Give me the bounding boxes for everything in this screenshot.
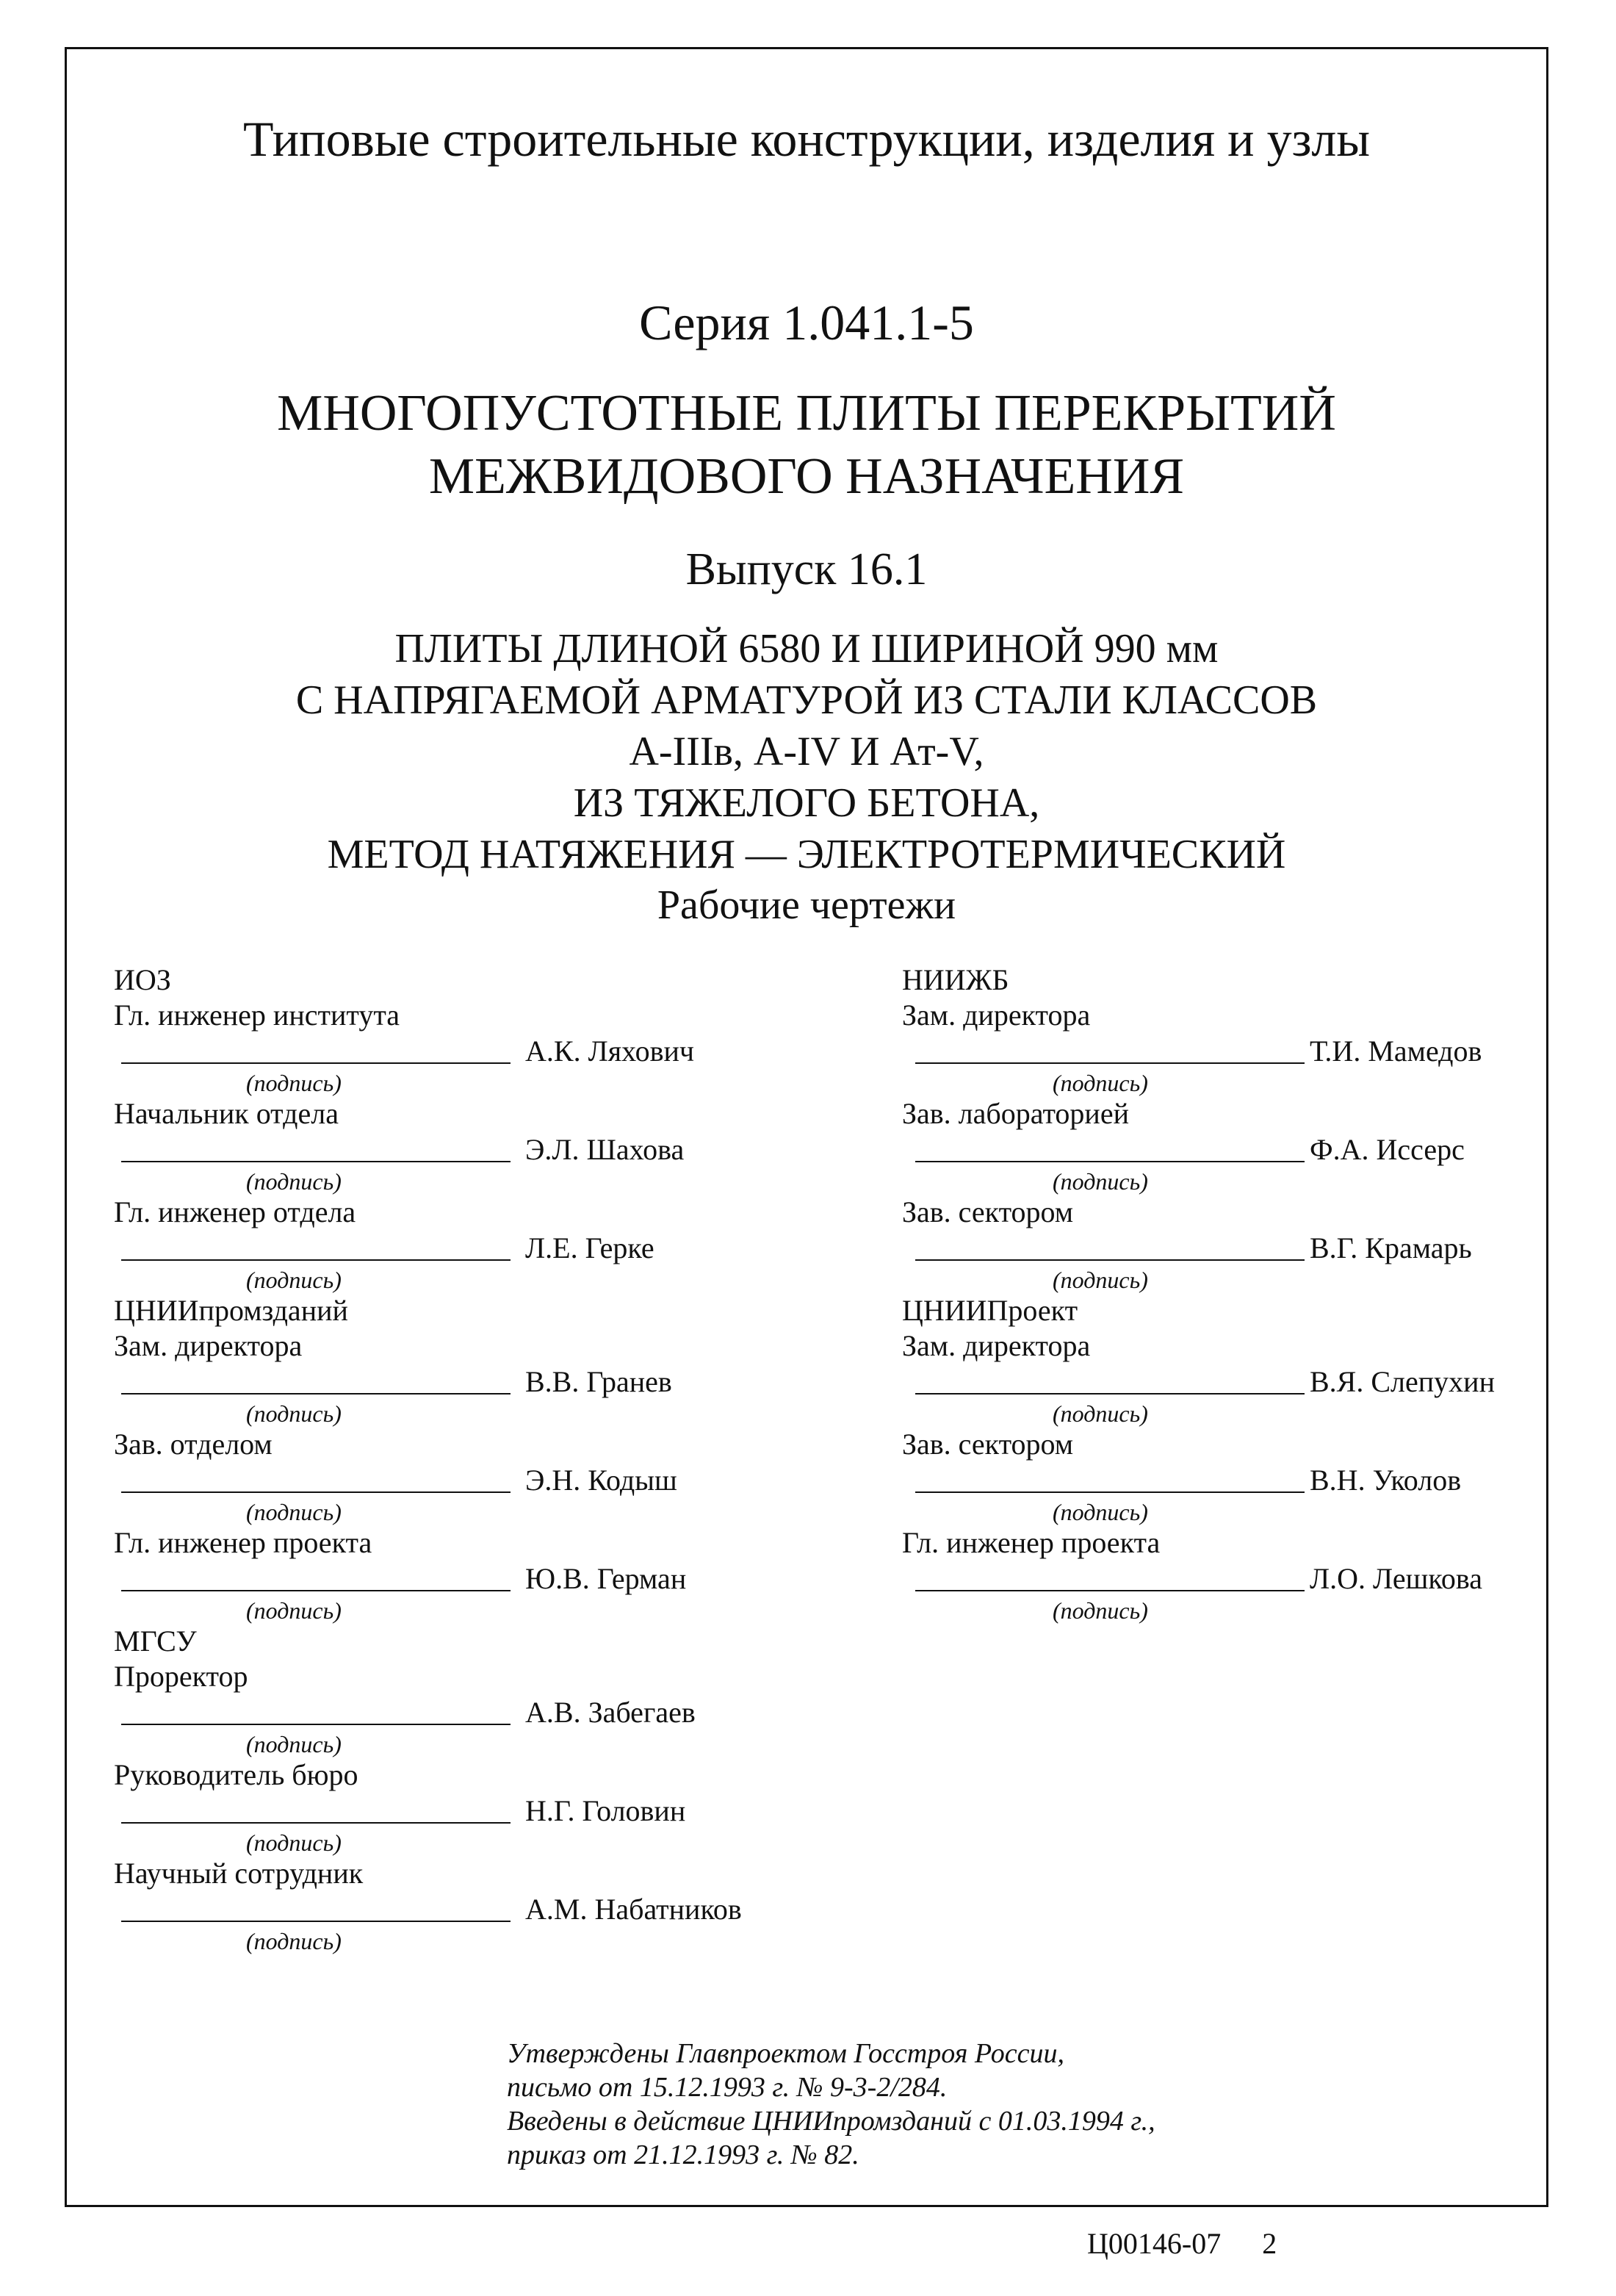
signer-name: Л.О. Лешкова	[1310, 1562, 1482, 1595]
signer-position: Проректор	[114, 1660, 248, 1693]
doc-code: Ц00146-07	[1087, 2227, 1222, 2260]
signer-block	[902, 1525, 1616, 1624]
approval-note	[507, 2037, 1315, 2172]
signer-position: Зав. сектором	[902, 1428, 1074, 1461]
signature-line	[915, 1062, 1305, 1064]
signature-line	[121, 1590, 511, 1591]
document-subtitle	[65, 623, 1548, 880]
signer-position: Зав. отделом	[114, 1428, 273, 1461]
signature-line	[121, 1822, 511, 1824]
signature-line	[915, 1161, 1305, 1162]
signature-row	[902, 1561, 1616, 1597]
signature-caption: (подпись)	[246, 1168, 342, 1195]
signature-caption: (подпись)	[246, 1267, 342, 1293]
signature-row	[114, 1364, 848, 1400]
signer-name: Н.Г. Головин	[525, 1794, 686, 1827]
subtitle-line: ПЛИТЫ ДЛИНОЙ 6580 И ШИРИНОЙ 990 мм	[394, 626, 1219, 672]
organization-name: НИИЖБ	[902, 963, 1009, 996]
subtitle-line: ИЗ ТЯЖЕЛОГО БЕТОНА,	[573, 780, 1040, 826]
signature-line	[121, 1724, 511, 1725]
signer-name: Э.Л. Шахова	[525, 1133, 685, 1166]
signer-position: Зам. директора	[902, 998, 1091, 1032]
signature-caption: (подпись)	[246, 1829, 342, 1856]
left-signature-column	[114, 962, 848, 1954]
signature-caption: (подпись)	[1053, 1168, 1148, 1195]
approval-line: Утверждены Главпроектом Госстроя России,	[507, 2038, 1064, 2069]
signer-block	[114, 1096, 848, 1195]
signature-line	[121, 1491, 511, 1493]
signer-block	[902, 1328, 1616, 1427]
signature-row	[114, 1891, 848, 1928]
signer-name: В.Я. Слепухин	[1310, 1365, 1495, 1398]
signer-block	[114, 1328, 848, 1427]
organization-name: ЦНИИПроект	[902, 1294, 1078, 1327]
signer-name: Ф.А. Иссерс	[1310, 1133, 1465, 1166]
signature-caption: (подпись)	[1053, 1070, 1148, 1096]
signer-position: Научный сотрудник	[114, 1857, 364, 1890]
signer-name: Т.И. Мамедов	[1310, 1034, 1482, 1068]
signature-row	[902, 1033, 1616, 1070]
signature-row	[902, 1462, 1616, 1499]
title-line: МЕЖВИДОВОГО НАЗНАЧЕНИЯ	[428, 448, 1185, 505]
signer-name: В.В. Гранев	[525, 1365, 672, 1398]
drawing-type: Рабочие чертежи	[657, 882, 956, 928]
signer-position: Зам. директора	[902, 1329, 1091, 1362]
signer-block	[902, 1427, 1616, 1525]
signature-row	[114, 1793, 848, 1829]
signature-caption: (подпись)	[246, 1597, 342, 1624]
signature-row	[114, 1033, 848, 1070]
signature-row	[114, 1131, 848, 1168]
signature-row	[114, 1230, 848, 1267]
title-line: МНОГОПУСТОТНЫЕ ПЛИТЫ ПЕРЕКРЫТИЙ	[277, 385, 1336, 442]
organization-name: ЦНИИпромзданий	[114, 1294, 348, 1327]
signer-position: Зам. директора	[114, 1329, 303, 1362]
signer-block	[902, 1195, 1616, 1293]
signature-line	[915, 1491, 1305, 1493]
document-title	[65, 382, 1548, 508]
signer-block	[114, 998, 848, 1096]
signer-position: Руководитель бюро	[114, 1758, 358, 1791]
signature-row	[902, 1364, 1616, 1400]
signature-line	[121, 1393, 511, 1394]
document-code	[1087, 2226, 1277, 2261]
signer-block	[114, 1757, 848, 1856]
signature-caption: (подпись)	[246, 1928, 342, 1954]
signature-row	[114, 1462, 848, 1499]
signer-position: Гл. инженер проекта	[902, 1526, 1161, 1559]
signer-position: Зав. лабораторией	[902, 1097, 1129, 1130]
approval-line: приказ от 21.12.1993 г. № 82.	[507, 2140, 859, 2170]
signer-name: Э.Н. Кодыш	[525, 1464, 677, 1497]
signature-line	[121, 1921, 511, 1922]
signer-name: А.М. Набатников	[525, 1893, 742, 1926]
signer-position: Гл. инженер отдела	[114, 1195, 356, 1228]
signer-block	[902, 998, 1616, 1096]
signature-caption: (подпись)	[246, 1499, 342, 1525]
signature-caption: (подпись)	[246, 1400, 342, 1427]
signer-block	[114, 1659, 848, 1757]
signer-name: Ю.В. Герман	[525, 1562, 687, 1595]
subtitle-line: МЕТОД НАТЯЖЕНИЯ — ЭЛЕКТРОТЕРМИЧЕСКИЙ	[327, 832, 1286, 877]
signer-name: В.Н. Уколов	[1310, 1464, 1462, 1497]
signer-block	[114, 1856, 848, 1954]
signer-block	[902, 1096, 1616, 1195]
subtitle-line: А-IIIв, А-IV И Ат-V,	[629, 729, 984, 774]
signature-caption: (подпись)	[1053, 1400, 1148, 1427]
signature-line	[121, 1161, 511, 1162]
approval-line: письмо от 15.12.1993 г. № 9-3-2/284.	[507, 2072, 948, 2103]
signer-name: А.К. Ляхович	[525, 1034, 694, 1068]
series-number: Серия 1.041.1-5	[639, 295, 974, 350]
signer-position: Гл. инженер проекта	[114, 1526, 372, 1559]
signer-name: В.Г. Крамарь	[1310, 1231, 1472, 1264]
signature-row	[902, 1230, 1616, 1267]
issue-number: Выпуск 16.1	[685, 544, 928, 594]
organization-name: ИОЗ	[114, 963, 171, 996]
signer-position: Гл. инженер института	[114, 998, 400, 1032]
collection-title: Типовые строительные конструкции, изделия и узлы	[242, 111, 1371, 167]
signature-row	[114, 1694, 848, 1731]
signature-line	[915, 1590, 1305, 1591]
approval-line: Введены в действие ЦНИИпромзданий с 01.03.1994 г.,	[507, 2106, 1155, 2137]
subtitle-line: С НАПРЯГАЕМОЙ АРМАТУРОЙ ИЗ СТАЛИ КЛАССОВ	[295, 677, 1318, 723]
signature-row	[902, 1131, 1616, 1168]
signature-caption: (подпись)	[246, 1070, 342, 1096]
signature-caption: (подпись)	[1053, 1267, 1148, 1293]
signer-block	[114, 1525, 848, 1624]
signature-caption: (подпись)	[1053, 1597, 1148, 1624]
signature-caption: (подпись)	[1053, 1499, 1148, 1525]
signer-block	[114, 1195, 848, 1293]
organization-name: МГСУ	[114, 1624, 197, 1658]
signer-position: Начальник отдела	[114, 1097, 339, 1130]
signer-position: Зав. сектором	[902, 1195, 1074, 1228]
signature-line	[915, 1259, 1305, 1261]
signer-name: Л.Е. Герке	[525, 1231, 654, 1264]
page-number: 2	[1262, 2227, 1277, 2260]
signature-line	[121, 1062, 511, 1064]
signer-block	[114, 1427, 848, 1525]
signature-caption: (подпись)	[246, 1731, 342, 1757]
right-signature-column	[902, 962, 1616, 1624]
signature-row	[114, 1561, 848, 1597]
signer-name: А.В. Забегаев	[525, 1696, 696, 1729]
signature-line	[915, 1393, 1305, 1394]
signature-line	[121, 1259, 511, 1261]
